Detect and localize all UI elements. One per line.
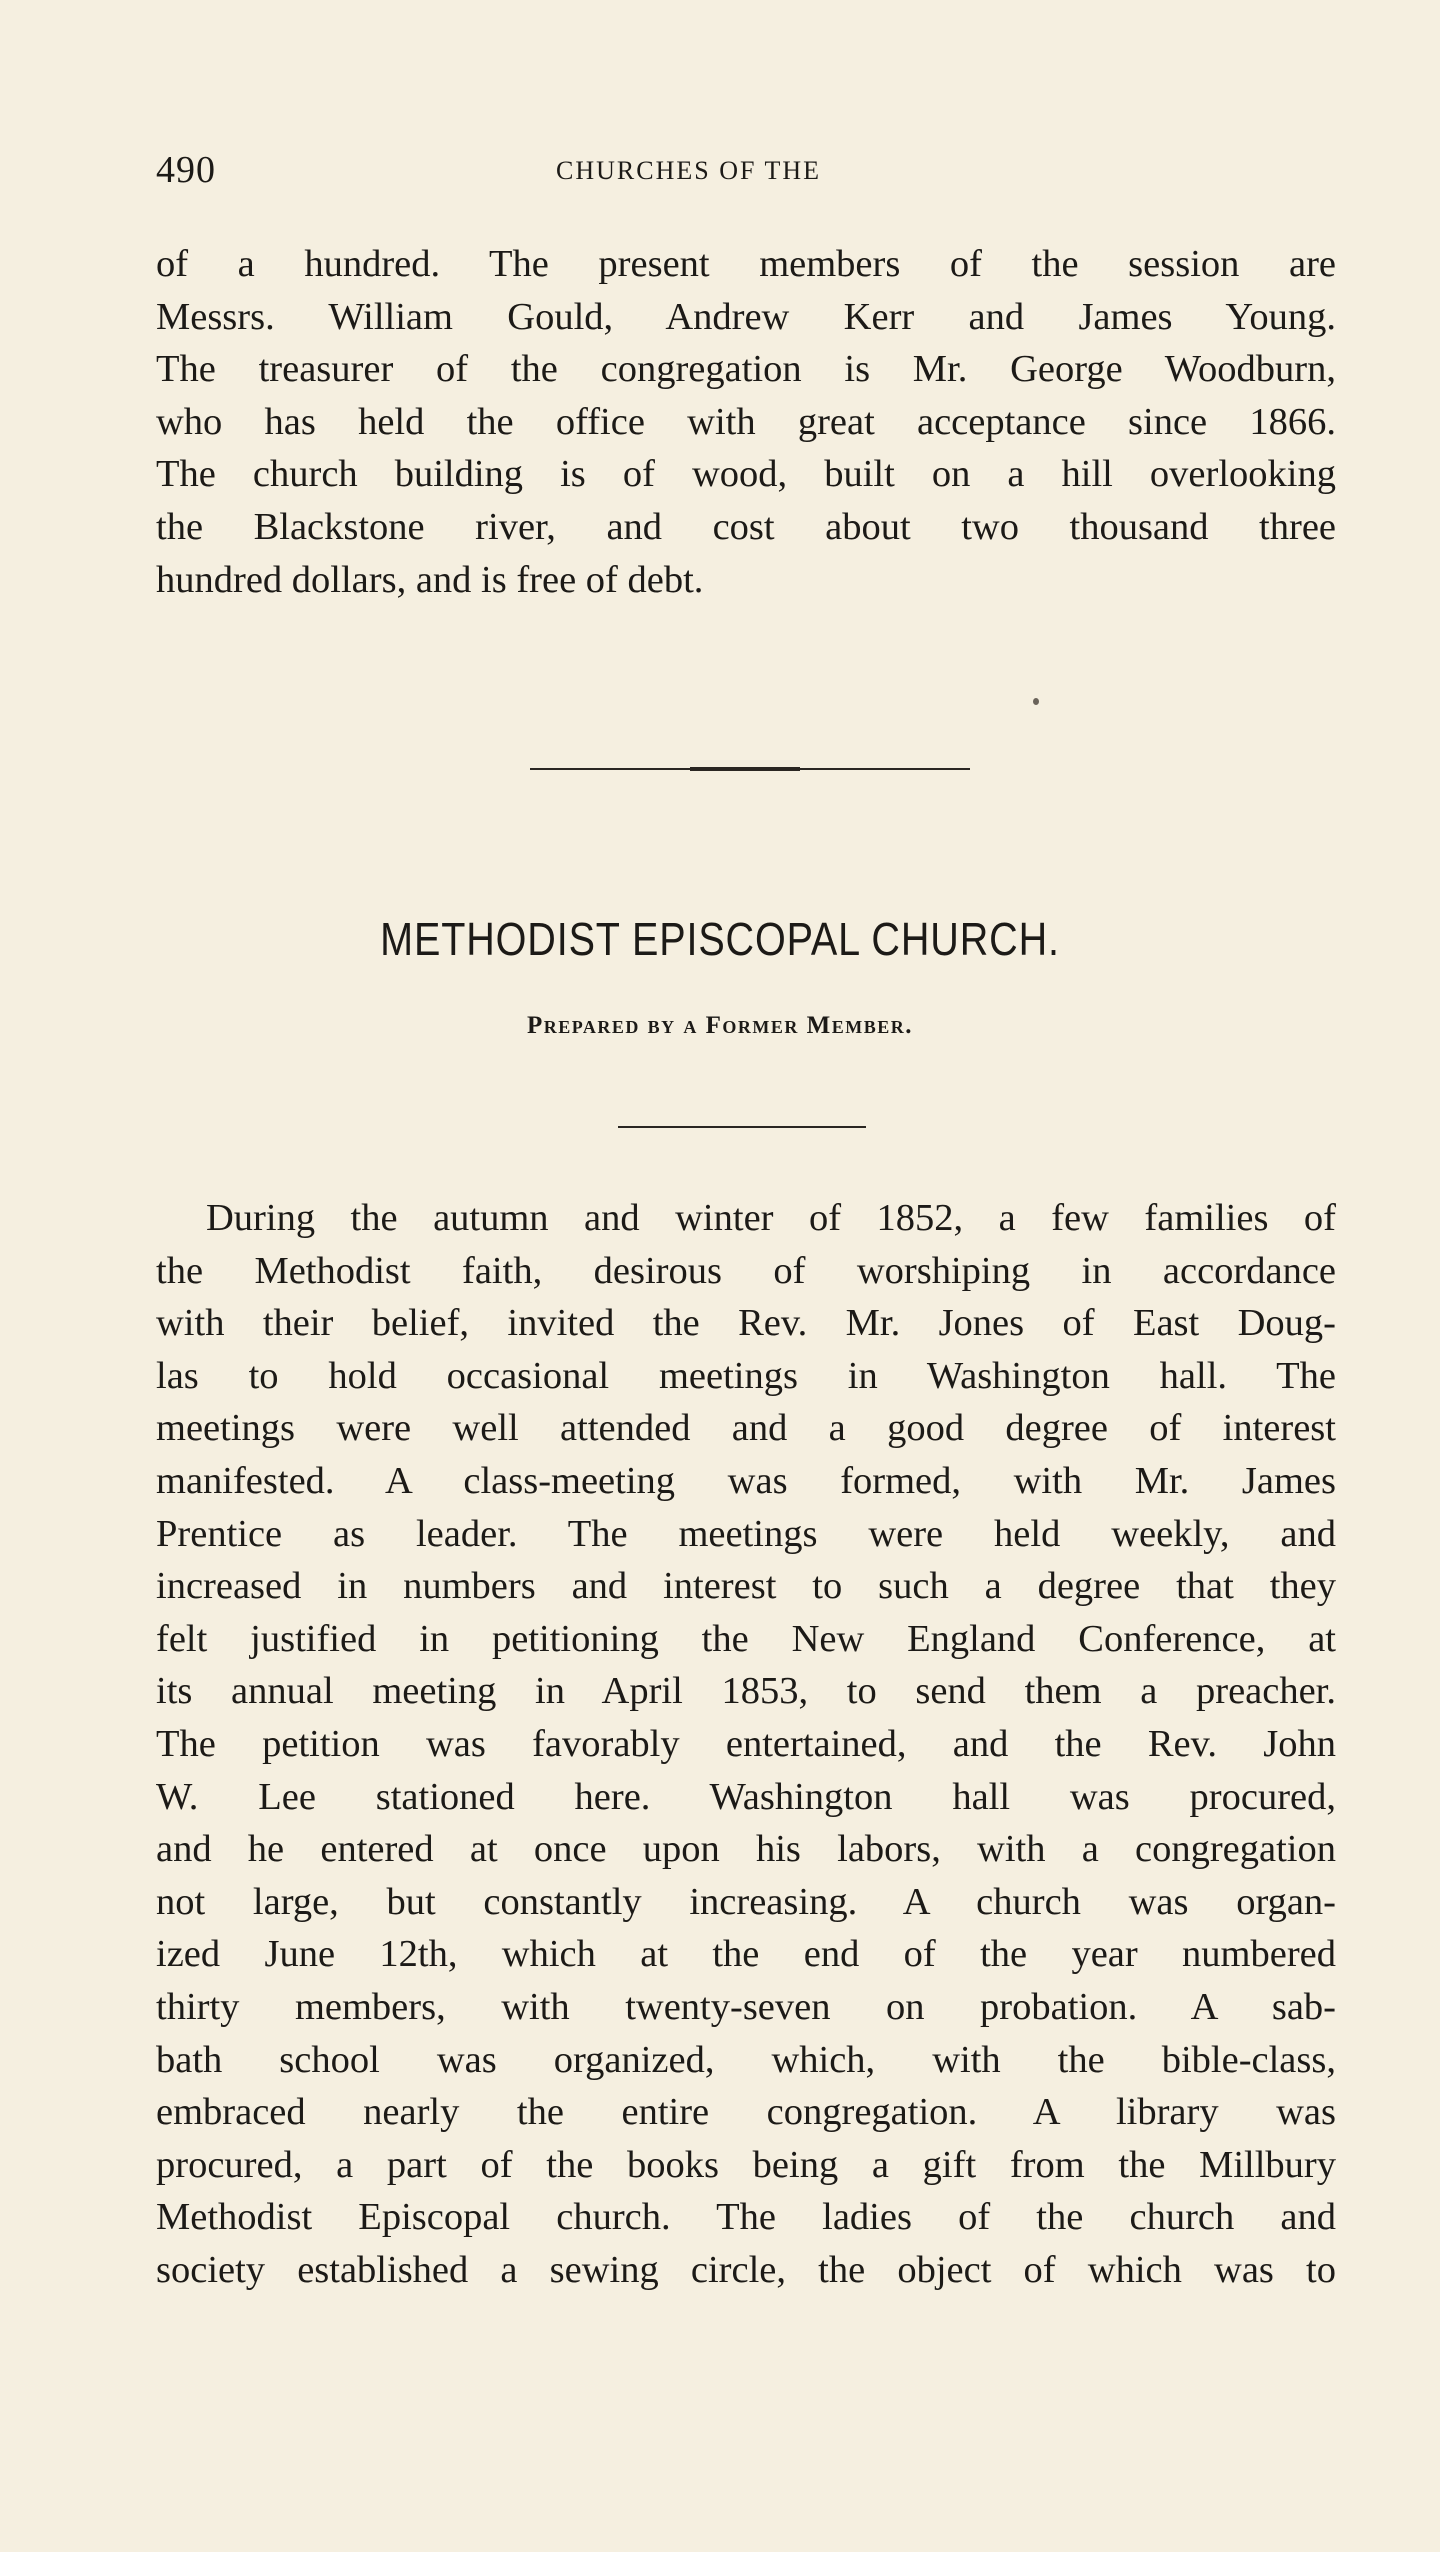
text-line: hundred dollars, and is free of debt. bbox=[156, 558, 704, 601]
section-title: METHODIST EPISCOPAL CHURCH. bbox=[380, 913, 1060, 965]
text-line: society established a sewing circle, the object of which was to bbox=[156, 2248, 1336, 2291]
text-line: During the autumn and winter of 1852, a few families of bbox=[206, 1197, 1336, 1239]
text-line: Methodist Episcopal church. The ladies of the church and bbox=[156, 2196, 1336, 2239]
text-line: its annual meeting in April 1853, to send them a preacher. bbox=[156, 1670, 1336, 1713]
text-line: thirty members, with twenty-seven on probation. A sab- bbox=[156, 1985, 1336, 2028]
text-line: the Methodist faith, desirous of worshiping in accordance bbox=[156, 1249, 1336, 1292]
text-line: las to hold occasional meetings in Washington hall. The bbox=[156, 1354, 1336, 1397]
text-line: manifested. A class-meeting was formed, with Mr. James bbox=[156, 1459, 1336, 1502]
text-line: The church building is of wood, built on a hill overlooking bbox=[156, 453, 1336, 496]
text-line: and he entered at once upon his labors, with a congregation bbox=[156, 1828, 1336, 1871]
top-paragraph bbox=[156, 238, 1336, 606]
text-line: W. Lee stationed here. Washington hall was procured, bbox=[156, 1775, 1336, 1818]
text-line: Prentice as leader. The meetings were held weekly, and bbox=[156, 1512, 1336, 1555]
text-line: felt justified in petitioning the New England Conference, at bbox=[156, 1617, 1336, 1660]
text-line: of a hundred. The present members of the session are bbox=[156, 243, 1336, 285]
page-number: 490 bbox=[156, 149, 216, 191]
byline-rule bbox=[618, 1126, 866, 1128]
section-byline: Prepared by a Former Member. bbox=[526, 1012, 914, 1039]
running-title: CHURCHES OF THE bbox=[556, 156, 822, 185]
text-line: the Blackstone river, and cost about two thousand three bbox=[156, 505, 1336, 548]
text-line: ized June 12th, which at the end of the year numbered bbox=[156, 1933, 1336, 1976]
section-divider-rule-center bbox=[690, 767, 800, 771]
text-line: with their belief, invited the Rev. Mr. Jones of East Doug- bbox=[156, 1302, 1336, 1345]
text-line: meetings were well attended and a good degree of interest bbox=[156, 1407, 1336, 1450]
text-line: The treasurer of the congregation is Mr. George Woodburn, bbox=[156, 348, 1336, 391]
text-line: increased in numbers and interest to such a degree that they bbox=[156, 1565, 1336, 1608]
main-paragraph bbox=[156, 1192, 1336, 2296]
text-line: procured, a part of the books being a gift from the Millbury bbox=[156, 2143, 1336, 2186]
text-line: Messrs. William Gould, Andrew Kerr and James Young. bbox=[156, 295, 1336, 338]
text-line: The petition was favorably entertained, and the Rev. John bbox=[156, 1722, 1336, 1765]
text-line: who has held the office with great acceptance since 1866. bbox=[156, 400, 1336, 443]
text-line: embraced nearly the entire congregation. A library was bbox=[156, 2091, 1336, 2134]
text-line: not large, but constantly increasing. A church was organ- bbox=[156, 1880, 1336, 1923]
ink-speck bbox=[1033, 698, 1039, 705]
text-line: bath school was organized, which, with the bible-class, bbox=[156, 2038, 1336, 2081]
running-head bbox=[156, 148, 1336, 198]
